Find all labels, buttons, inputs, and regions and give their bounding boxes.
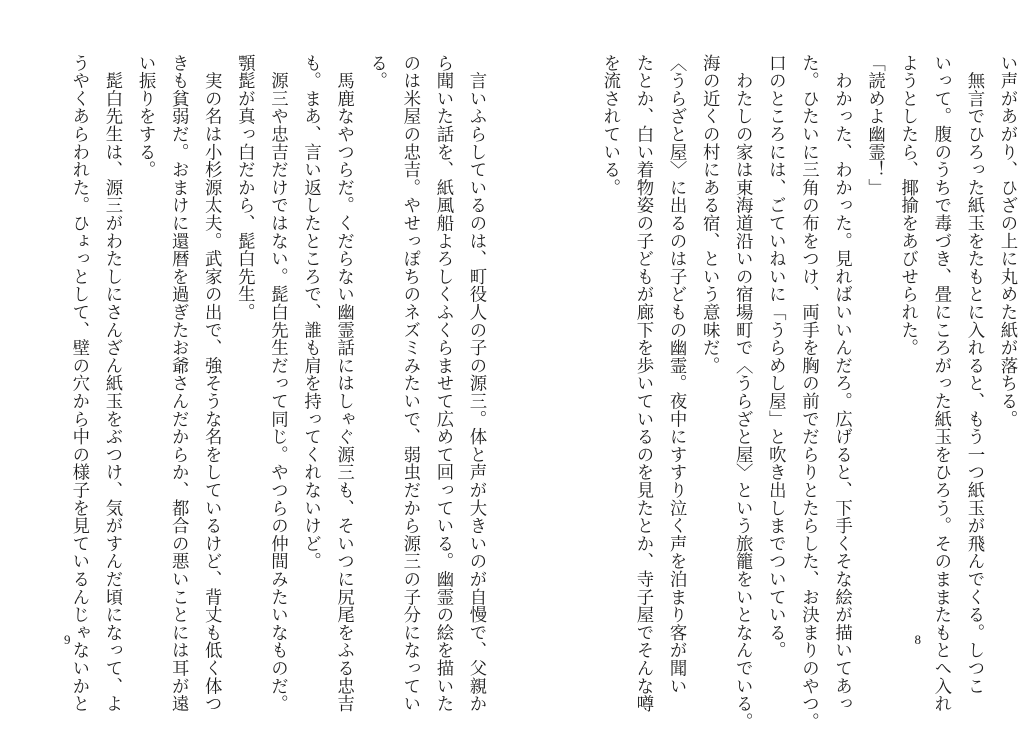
text-line: 〈うらざと屋〉に出るのは子どもの幽霊。夜中にすすり泣く声を泊まり客が聞い — [666, 54, 687, 695]
text-line: 言いふらしているのは、町役人の子の源三。体と声が大きいのが自慢で、父親か — [466, 54, 486, 713]
text-line: たとか、白い着物姿の子どもが廊下を歩いているのを見たとか、寺子屋でそんな噂 — [632, 54, 653, 713]
text-line: 「読めよ幽霊！」 — [864, 54, 885, 197]
text-line: のは米屋の忠吉。やせっぽちのネズミみたいで、弱虫だから源三の子分になってい — [399, 54, 420, 713]
right-page — [493, 0, 1017, 730]
text-line: 髭白先生は、源三がわたしにさんざん紙玉をぶつけ、気がすんだ頃になって、よ — [101, 54, 122, 713]
text-line: 海の近くの村にある宿、という意味だ。 — [699, 54, 720, 375]
text-line: 源三や忠吉だけではない。髭白先生だって同じ。やつらの仲間みたいなものだ。 — [267, 54, 288, 713]
left-page — [0, 0, 492, 713]
right-page-text — [583, 54, 1023, 730]
gutter — [492, 0, 493, 700]
text-line: を流されている。 — [599, 54, 620, 197]
text-line: わかった、わかった。見ればいいんだろ。広げると、下手くそな絵が描いてあっ — [831, 54, 852, 713]
text-line: きも貧弱だ。おまけに還暦を過ぎたお爺さんだからか、都合の悪いことには耳が遠 — [168, 54, 189, 713]
text-line: ようとしたら、揶揄をあびせられた。 — [897, 54, 918, 357]
left-page-text — [22, 54, 492, 713]
text-line: 馬鹿なやつらだ。くだらない幽霊話にはしゃぐ源三も、そいつに尻尾をふる忠吉 — [333, 54, 354, 713]
text-line: うやくあらわれた。ひょっとして、壁の穴から中の様子を見ているんじゃないかと — [68, 54, 89, 713]
text-line: た。ひたいに三角の布をつけ、両手を胸の前でだらりとたらした、お決まりのやつ。 — [798, 54, 819, 730]
text-line: わたしの家は東海道沿いの宿場町で〈うらざと屋〉という旅籠をいとなんでいる。 — [732, 54, 753, 730]
text-line: い声があがり、ひざの上に丸めた紙が落ちる。 — [997, 54, 1017, 428]
text-line: 実の名は小杉源太夫。武家の出で、強そうな名をしているけど、背丈も低く体つ — [201, 54, 222, 713]
text-line: も。まあ、言い返したところで、誰も肩を持ってくれないけど。 — [300, 54, 321, 571]
text-line: い振りをする。 — [135, 54, 156, 179]
text-line: 口のところには、ごていねいに「うらめし屋」と吹き出しまでついている。 — [765, 54, 786, 660]
page-number: 8 — [914, 632, 921, 647]
text-line: 無言でひろった紙玉をたもとに入れると、もう一つ紙玉が飛んでくる。しつこ — [963, 54, 984, 695]
text-line: ら聞いた話を、紙風船よろしくふくらませて広めて回っている。幽霊の絵を描いた — [432, 54, 453, 713]
page-number: 9 — [64, 632, 71, 647]
text-line: 顎髭が真っ白だから、髭白先生。 — [234, 54, 255, 321]
text-line: いって。腹のうちで毒づき、畳にころがった紙玉をひろう。そのままたもとへ入れ — [930, 54, 951, 713]
text-line: る。 — [366, 54, 387, 90]
